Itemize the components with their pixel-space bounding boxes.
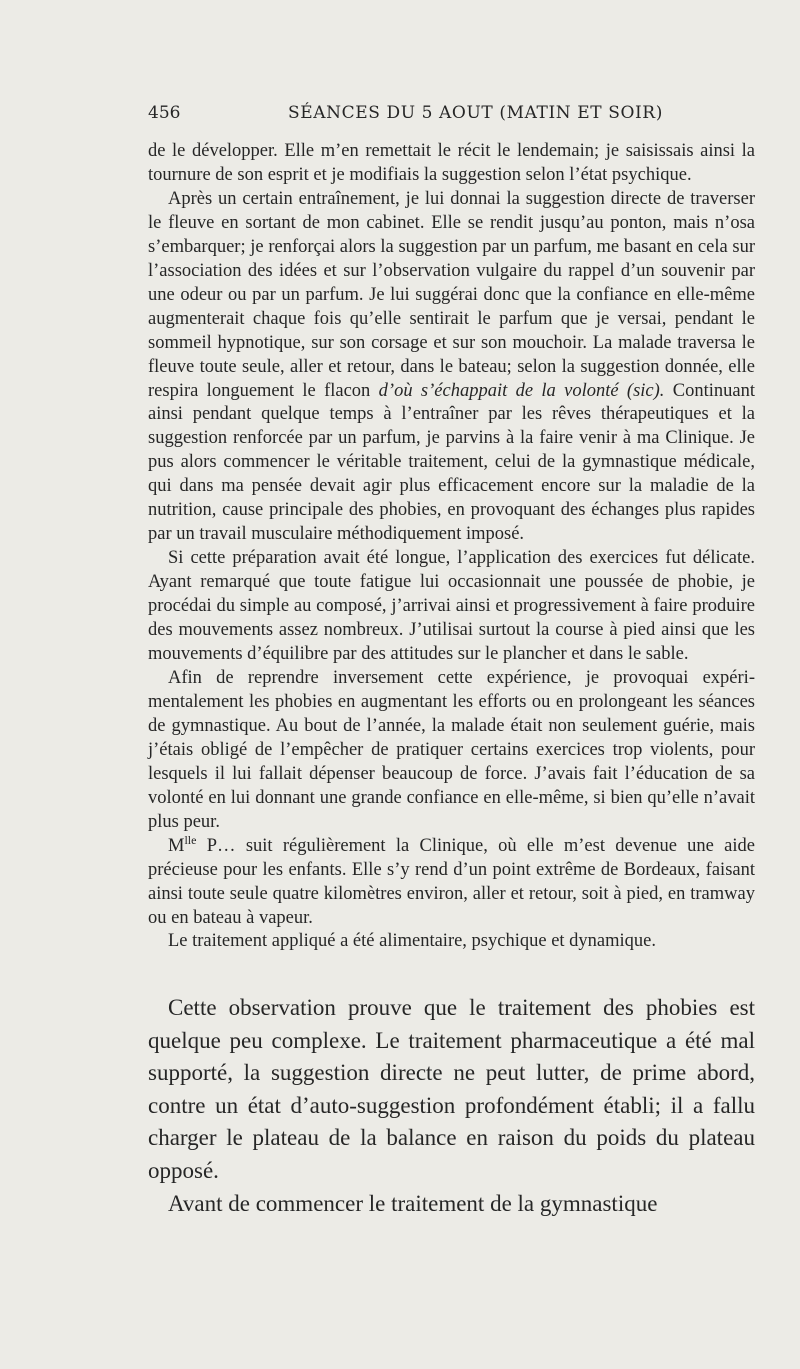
- running-head: SÉANCES DU 5 AOUT (MATIN ET SOIR): [288, 103, 663, 123]
- case-report-text: [148, 140, 755, 954]
- paragraph-2-text-a: Après un certain entraînement, je lui donnai la suggestion directe de traverser le fleuve en sortant de mon cabinet. Elle se rendit jusqu’au ponton, mais n’osa s’embarquer; je renforçai alors la suggestion par un parfum, me basant en cela sur l’association des idées et sur l’observation vulgaire du rappel d’un souvenir par une odeur ou par un parfum. Je lui suggérai donc que la confiance en elle-même augmenterait chaque fois qu’elle sentirait le parfum que je versai, pendant le sommeil hypnotique, sur son corsage et sur son mouchoir. La malade traversa le fleuve toute seule, aller et retour, dans le bateau; selon la suggestion donnée, elle respira longuement le flacon: [148, 188, 755, 401]
- conclusion-text: [148, 992, 755, 1220]
- page-header: [148, 103, 753, 133]
- mademoiselle-superscript: lle: [184, 832, 197, 847]
- paragraph-2-text-b: Continuant ainsi pendant quelque temps à l’entraîner par les rêves thérapeutiques et la suggestion renforcée par un parfum, je parvins à la faire venir à ma Clinique. Je pus alors commencer le véritable traitement, celui de la gymnastique médicale, qui dans ma pensée devait agir plus efficacement encore sur la maladie de la nutrition, cause principale des phobies, en provoquant des échanges plus rapides par un travail musculaire méthodiquement imposé.: [148, 380, 756, 545]
- page-number: 456: [148, 103, 181, 123]
- paragraph-5: [148, 832, 755, 931]
- conclusion-paragraph-2: Avant de commencer le traitement de la gymnastique: [168, 1190, 658, 1216]
- paragraph-4: Afin de reprendre inversement cette expérience, je provoquai expérimentalement les phobies en augmentant les efforts ou en prolongeant les séances de gymnastique. Au bout de l’année, la malade était non seulement guérie, mais j’étais obligé de l’empêcher de pratiquer certains exercices trop violents, pour lesquels il lui fallait dépenser beaucoup de force. J’avais fait l’éducation de sa volonté en lui donnant une grande confiance en elle-même, si bien qu’elle n’avait plus peur.: [148, 667, 755, 832]
- paragraph-6: Le traitement appliqué a été alimentaire, psychique et dynamique.: [168, 931, 657, 952]
- paragraph-3: Si cette préparation avait été longue, l’application des exercices fut délicate. Ayant remarqué que toute fatigue lui occasionnait une poussée de phobie, je procédai du simple au composé, j’arrivai ainsi et progressivement à faire produire des mouvements assez nombreux. J’utilisai surtout la course à pied ainsi que les mouvements d’équilibre par des attitudes sur le plancher et dans le sable.: [148, 548, 755, 665]
- mademoiselle-abbrev: M: [168, 835, 185, 856]
- conclusion-paragraph-1: Cette observation prouve que le traitement des phobies est quelque peu complexe. Le traitement pharmaceutique a été mal supporté, la suggestion directe ne peut lutter, de prime abord, contre un état d’auto-suggestion profondément établi; il a fallu charger le plateau de la balance en raison du poids du plateau opposé.: [148, 995, 755, 1183]
- paragraph-2: [148, 188, 755, 547]
- paragraph-5-text: P… suit régulièrement la Clinique, où elle m’est devenue une aide précieuse pour les enfants. Elle s’y rend d’un point extrême de Bordeaux, faisant ainsi toute seule quatre kilomètres environ, aller et retour, soit à pied, en tramway ou en bateau à vapeur.: [148, 835, 755, 928]
- paragraph-2-italic: d’où s’échappait de la volonté (sic).: [378, 380, 665, 401]
- paragraph-1: de le développer. Elle m’en remettait le récit le lendemain; je saisissais ainsi la tournure de son esprit et je modifiais la suggestion selon l’état psychique.: [148, 141, 755, 185]
